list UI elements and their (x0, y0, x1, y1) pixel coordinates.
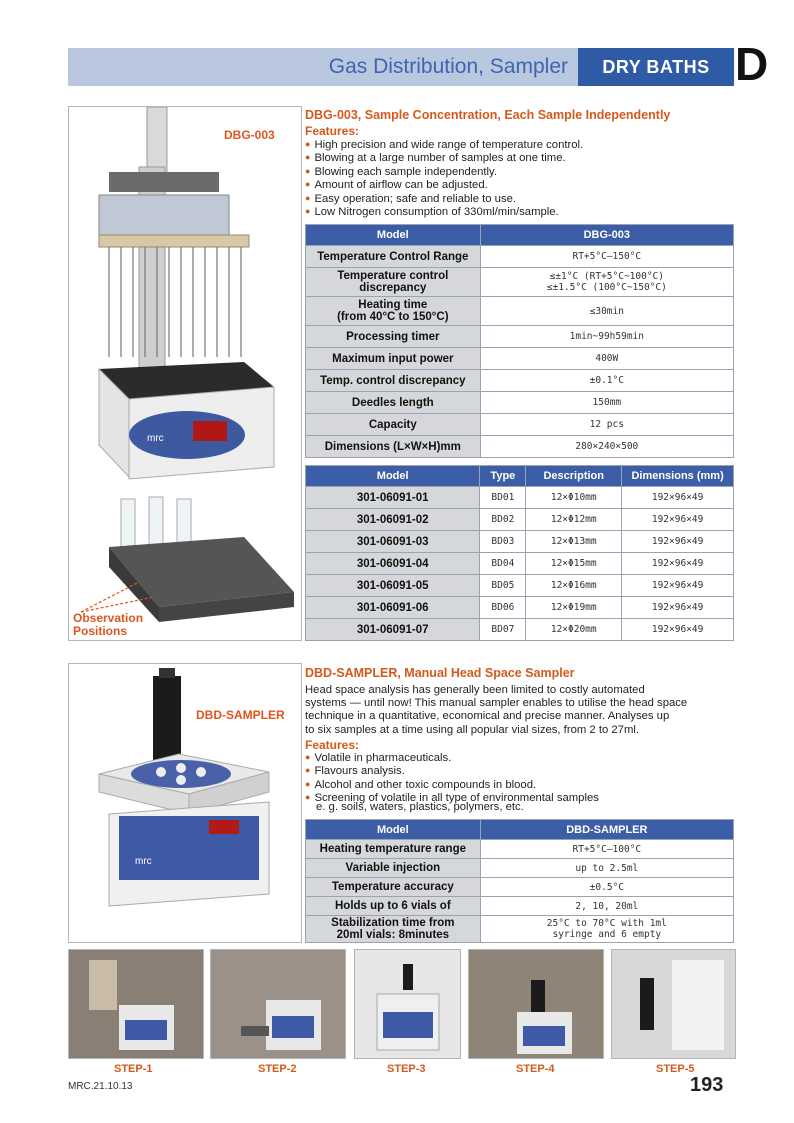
table-row (306, 897, 734, 916)
block-dimensions: 192×96×49 (622, 597, 734, 619)
dbd-sampler-illustration (69, 664, 301, 942)
block-dimensions: 192×96×49 (622, 509, 734, 531)
table-row (306, 326, 734, 348)
feature-item: ● Flavours analysis. (305, 765, 599, 778)
feature-item: ● Easy operation; safe and reliable to use. (305, 193, 583, 206)
feature-item: ● Volatile in pharmaceuticals. (305, 752, 599, 765)
block-dimensions: 192×96×49 (622, 487, 734, 509)
step-2-illustration (211, 950, 345, 1058)
step-1-label: STEP-1 (114, 1063, 153, 1075)
table-row (306, 619, 734, 641)
block-model: 301-06091-02 (306, 509, 480, 531)
spec-value-cont: syringe and 6 empty (552, 929, 662, 940)
step-4-photo (468, 949, 604, 1059)
dbg-003-features-list (305, 139, 583, 219)
table-row (306, 597, 734, 619)
table-row (306, 916, 734, 943)
block-dimensions: 192×96×49 (622, 619, 734, 641)
spec-value: 25°C to 70°C with 1ml (546, 918, 667, 929)
table-row (306, 436, 734, 458)
page-number: 193 (690, 1074, 724, 1096)
block-description: 12×Φ19mm (526, 597, 622, 619)
observation-positions-label (73, 612, 143, 638)
table-row (306, 878, 734, 897)
feature-item: ● Blowing each sample independently. (305, 166, 583, 179)
dbd-sampler-features-list (305, 752, 599, 806)
spec-value: 12 pcs (589, 419, 624, 430)
spec-label: Heating temperature range (319, 843, 466, 855)
block-model: 301-06091-07 (306, 619, 480, 641)
step-5-photo (611, 949, 736, 1059)
block-description: 12×Φ13mm (526, 531, 622, 553)
block-description: 12×Φ16mm (526, 575, 622, 597)
step-1-photo (68, 949, 204, 1059)
spec-label: Holds up to 6 vials of (335, 900, 451, 912)
spec-label: Variable injection (345, 862, 441, 874)
step-3-photo (354, 949, 461, 1059)
block-type: BD07 (480, 619, 526, 641)
step-1-illustration (69, 950, 203, 1058)
dbg-003-features-heading: Features: (305, 124, 360, 138)
feature-item: ● Alcohol and other toxic compounds in blood. (305, 779, 599, 792)
step-4-illustration (469, 950, 603, 1058)
spec-value-cont: ≤±1.5°C (100°C~150°C) (546, 282, 667, 293)
category-badge: DRY BATHS (578, 48, 734, 86)
dbg-003-spec-table (305, 224, 734, 458)
step-5-label: STEP-5 (656, 1063, 695, 1075)
step-2-label: STEP-2 (258, 1063, 297, 1075)
spec-label-cont: (from 40°C to 150°C) (337, 311, 449, 323)
dbg-003-title: DBG-003, Sample Concentration, Each Sample Independently (305, 108, 671, 122)
spec-label: Temperature control (337, 270, 449, 282)
svg-text:mrc: mrc (147, 433, 164, 444)
block-model: 301-06091-06 (306, 597, 480, 619)
spec-label: Temperature Control Range (317, 250, 469, 263)
spec-value: 1min~99h59min (569, 331, 644, 342)
svg-text:mrc: mrc (135, 856, 152, 867)
step-2-photo (210, 949, 346, 1059)
spec-header-model: Model (306, 820, 481, 840)
block-type: BD02 (480, 509, 526, 531)
table-row (306, 487, 734, 509)
feature-item: ● High precision and wide range of temperature control. (305, 139, 583, 152)
block-dimensions: 192×96×49 (622, 531, 734, 553)
description-line: to six samples at a time using all popular vial sizes, from 2 to 27ml. (305, 723, 640, 736)
feature-item: ● Amount of airflow can be adjusted. (305, 179, 583, 192)
step-5-illustration (612, 950, 735, 1058)
spec-value: ±0.5°C (589, 881, 624, 893)
dbg-003-photo-label: DBG-003 (224, 128, 275, 142)
step-4-label: STEP-4 (516, 1063, 555, 1075)
table-row (306, 268, 734, 297)
observation-label-line2: Positions (73, 624, 128, 638)
feature-item: ● Screening of volatile in all type of environmental samples (305, 792, 599, 805)
catalog-code: MRC.21.10.13 (68, 1081, 133, 1092)
spec-value: 280×240×500 (575, 441, 639, 452)
block-type: BD04 (480, 553, 526, 575)
table-row (306, 370, 734, 392)
description-line: systems — until now! This manual sampler enables to utilise the head space (305, 697, 688, 710)
block-model: 301-06091-03 (306, 531, 480, 553)
observation-label-line1: Observation (73, 611, 144, 625)
table-row (306, 859, 734, 878)
table-row (306, 840, 734, 859)
blocks-header-model: Model (306, 466, 480, 487)
feature-continuation: e. g. soils, waters, plastics, polymers, etc. (316, 801, 524, 813)
block-type: BD06 (480, 597, 526, 619)
table-row (306, 509, 734, 531)
block-description: 12×Φ15mm (526, 553, 622, 575)
block-type: BD03 (480, 531, 526, 553)
spec-label: Capacity (368, 418, 417, 431)
table-row (306, 297, 734, 326)
section-letter: D (735, 38, 769, 90)
table-row (306, 575, 734, 597)
blocks-header-description: Description (526, 466, 622, 487)
block-model: 301-06091-04 (306, 553, 480, 575)
blocks-header-type: Type (480, 466, 526, 487)
block-description: 12×Φ20mm (526, 619, 622, 641)
step-3-label: STEP-3 (387, 1063, 426, 1075)
spec-label: Processing timer (346, 330, 440, 343)
spec-label: Maximum input power (332, 352, 454, 365)
spec-value: RT+5°C–150°C (572, 251, 642, 262)
spec-value: ≤30min (589, 305, 624, 317)
spec-value: 2, 10, 20ml (575, 900, 639, 912)
block-dimensions: 192×96×49 (622, 553, 734, 575)
spec-label-cont: discrepancy (359, 282, 427, 294)
spec-label: Temperature accuracy (331, 881, 454, 893)
feature-item: ● Low Nitrogen consumption of 330ml/min/sample. (305, 206, 583, 219)
blocks-header-dimensions: Dimensions (mm) (622, 466, 734, 487)
spec-label: Deedles length (351, 396, 434, 409)
block-description: 12×Φ10mm (526, 487, 622, 509)
table-row (306, 348, 734, 370)
dbd-sampler-spec-table (305, 819, 734, 943)
dbd-sampler-photo (68, 663, 302, 943)
spec-value: 400W (595, 353, 619, 364)
table-row (306, 246, 734, 268)
spec-label: Dimensions (L×W×H)mm (324, 440, 461, 453)
spec-value: ±0.1°C (589, 375, 624, 386)
table-row (306, 531, 734, 553)
table-row (306, 392, 734, 414)
dbd-sampler-features-heading: Features: (305, 738, 360, 752)
description-line: technique in a quantitative, economical and precise manner. Analyses up (305, 710, 670, 723)
block-dimensions: 192×96×49 (622, 575, 734, 597)
spec-value: 150mm (592, 397, 622, 408)
dbd-sampler-description (305, 684, 687, 737)
block-model: 301-06091-05 (306, 575, 480, 597)
spec-header-product: DBG-003 (480, 225, 733, 246)
spec-value: up to 2.5ml (575, 862, 639, 874)
spec-label: Heating time (358, 299, 428, 311)
spec-label-cont: 20ml vials: 8minutes (336, 929, 450, 941)
spec-value: RT+5°C–100°C (572, 843, 642, 855)
feature-item: ● Blowing at a large number of samples at one time. (305, 152, 583, 165)
dbd-sampler-title: DBD-SAMPLER, Manual Head Space Sampler (305, 666, 575, 680)
spec-header-model: Model (306, 225, 481, 246)
table-row (306, 553, 734, 575)
spec-label: Stabilization time from (331, 917, 455, 929)
dbg-003-photo (68, 106, 302, 641)
block-type: BD01 (480, 487, 526, 509)
blocks-table (305, 465, 734, 641)
dbg-003-illustration (69, 107, 301, 640)
block-model: 301-06091-01 (306, 487, 480, 509)
description-line: Head space analysis has generally been limited to costly automated (305, 684, 645, 696)
section-title: Gas Distribution, Sampler (328, 55, 568, 78)
spec-header-product: DBD-SAMPLER (480, 820, 733, 840)
block-description: 12×Φ12mm (526, 509, 622, 531)
step-3-illustration (355, 950, 460, 1058)
spec-label: Temp. control discrepancy (320, 374, 466, 387)
block-type: BD05 (480, 575, 526, 597)
spec-value: ≤±1°C (RT+5°C~100°C) (549, 271, 664, 282)
table-row (306, 414, 734, 436)
dbd-sampler-photo-label: DBD-SAMPLER (196, 708, 285, 722)
